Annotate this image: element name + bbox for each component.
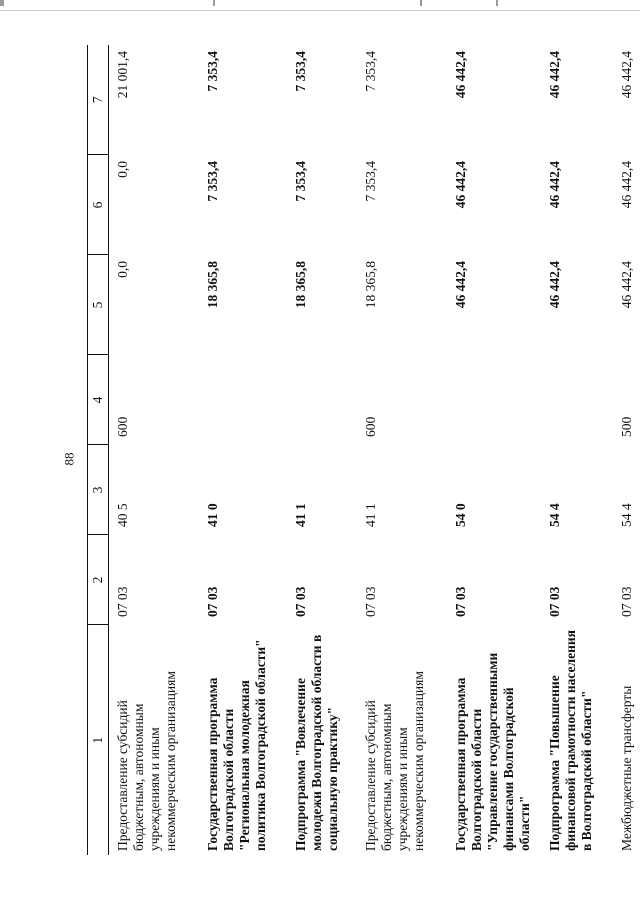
section-code: 07 03: [362, 586, 378, 617]
amount-c6: 46 442,4: [452, 161, 468, 209]
program-code: 40 5: [115, 503, 130, 527]
amount-c7: 21 001,4: [115, 51, 130, 99]
expense-type: 600: [115, 416, 130, 437]
expense-type: 600: [362, 416, 378, 437]
program-code: 54 0: [452, 503, 468, 527]
row-name: Подпрограмма "Повышение финансовой грамотности населения в Волгоградской области": [546, 630, 594, 851]
amount-c6: 0,0: [115, 161, 130, 178]
row-name: Государственная программа Волгоградской области "Управление государственными финансами Волгоградской области": [452, 652, 532, 851]
column-header: 1: [88, 625, 109, 855]
column-header: 7: [88, 45, 109, 155]
expense-type: [199, 355, 287, 445]
amount-c5: 46 442,4: [452, 261, 468, 309]
column-header: 4: [88, 355, 109, 445]
expense-type: [541, 355, 613, 445]
table-row: [109, 45, 199, 855]
page-number: 88: [61, 452, 77, 466]
program-code: 41 1: [362, 503, 378, 527]
row-name: Подпрограмма "Вовлечение молодежи Волгоградской области в социальную практику": [292, 634, 340, 851]
expense-type: [287, 355, 357, 445]
amount-c6: 7 353,4: [204, 161, 220, 202]
table-row: [199, 45, 287, 855]
section-code: 07 03: [204, 586, 220, 617]
section-code: 07 03: [292, 586, 308, 617]
amount-c7: 7 353,4: [204, 51, 220, 92]
row-name: Предоставление субсидий бюджетным, автономным учреждениям и иным некоммерческим организациям: [115, 671, 178, 851]
program-code: 54 4: [546, 503, 562, 527]
expense-type: 500: [618, 416, 634, 437]
program-code: 41 0: [204, 503, 220, 527]
amount-c7: 46 442,4: [618, 51, 634, 99]
amount-c6: 46 442,4: [618, 161, 634, 209]
amount-c6: 7 353,4: [362, 161, 378, 202]
section-code: 07 03: [618, 586, 634, 617]
amount-c5: 18 365,8: [204, 261, 220, 309]
amount-c7: 46 442,4: [452, 51, 468, 99]
table-row: [357, 45, 447, 855]
table-row: [447, 45, 541, 855]
table-row: [541, 45, 613, 855]
amount-c6: 7 353,4: [292, 161, 308, 202]
amount-c5: 46 442,4: [618, 261, 634, 309]
amount-c6: 46 442,4: [546, 161, 562, 209]
column-header: 5: [88, 255, 109, 355]
amount-c7: 7 353,4: [292, 51, 308, 92]
table-row: [613, 45, 640, 855]
amount-c7: 46 442,4: [546, 51, 562, 99]
column-header: 3: [88, 445, 109, 535]
section-code: 07 03: [452, 586, 468, 617]
amount-c5: 46 442,4: [546, 261, 562, 309]
column-header: 2: [88, 535, 109, 625]
column-header: 6: [88, 155, 109, 255]
amount-c5: 18 365,8: [362, 261, 378, 309]
amount-c5: 18 365,8: [292, 261, 308, 309]
program-code: 41 1: [292, 503, 308, 527]
budget-table: [87, 45, 640, 855]
program-code: 54 4: [618, 503, 634, 527]
section-code: 07 03: [115, 586, 130, 617]
amount-c7: 7 353,4: [362, 51, 378, 92]
row-name: Государственная программа Волгоградской области "Региональная молодежная политика Волгоградской области": [204, 639, 268, 851]
row-name: Межбюджетные трансферты: [618, 685, 634, 851]
table-header-row: [88, 45, 109, 855]
expense-type: [447, 355, 541, 445]
row-name: Предоставление субсидий бюджетным, автономным учреждениям и иным некоммерческим организациям: [362, 671, 426, 851]
amount-c5: 0,0: [115, 261, 130, 278]
section-code: 07 03: [546, 586, 562, 617]
table-row: [287, 45, 357, 855]
